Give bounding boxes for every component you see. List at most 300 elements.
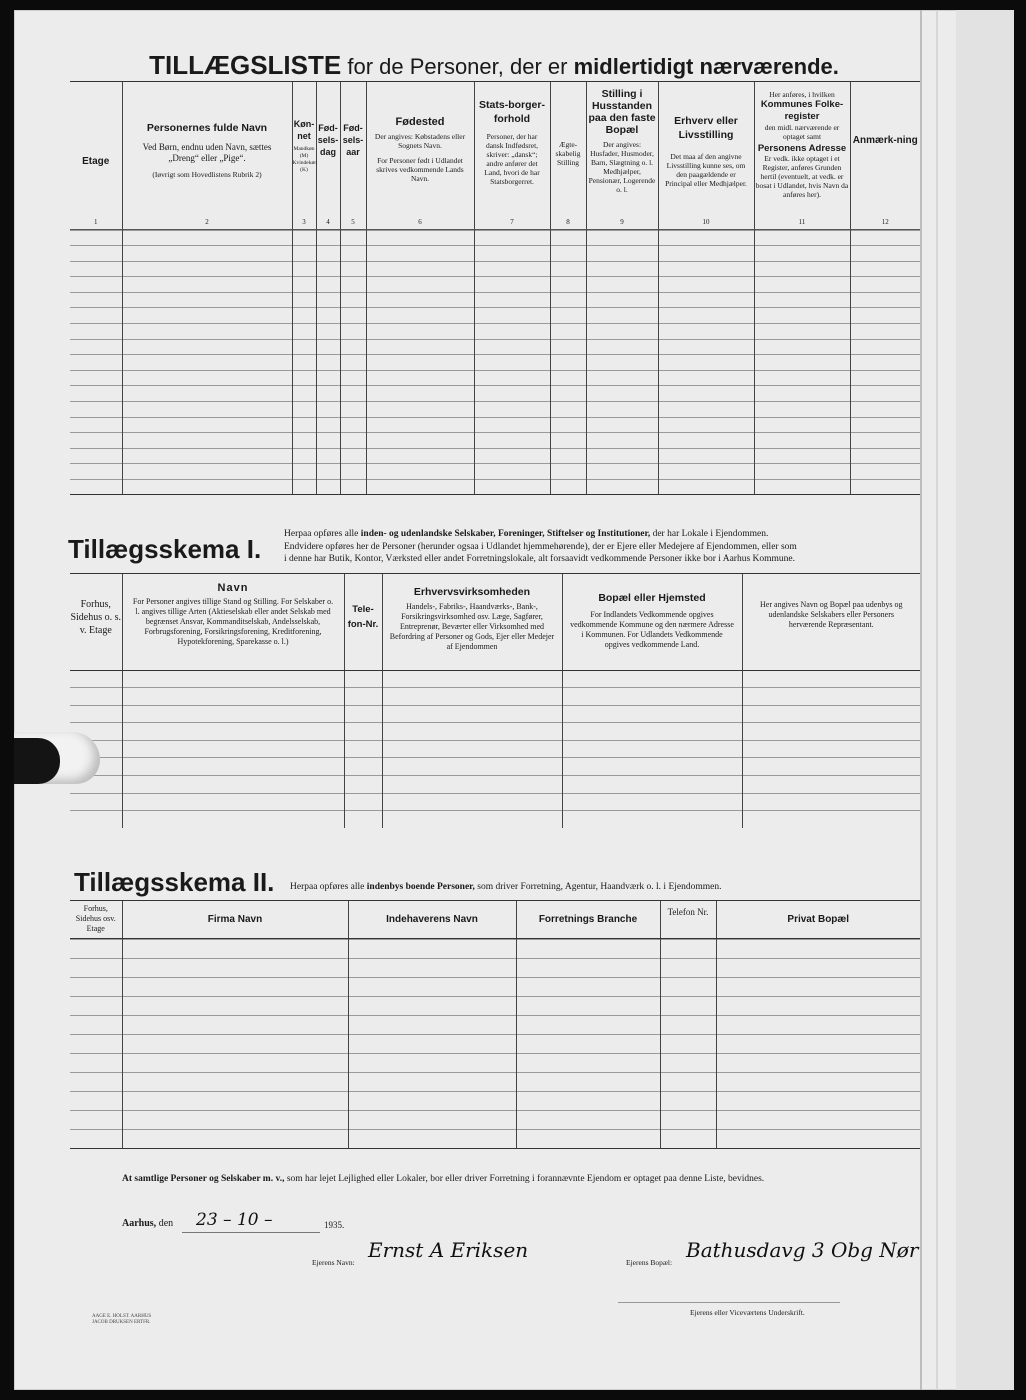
main-cell [586, 292, 658, 308]
skema1-row [70, 758, 920, 776]
main-cell [850, 355, 920, 371]
main-cell [850, 417, 920, 433]
skema1-cell [562, 793, 742, 811]
printer-mark: AAGE E. HOLST. AARHUS JACOB DRUKSEN ERTFR. [92, 1314, 152, 1325]
skema2-cell [660, 1072, 716, 1091]
skema2-row [70, 1053, 920, 1072]
skema1-cell [70, 811, 122, 828]
skema2-cell [122, 958, 348, 977]
main-cell [754, 448, 850, 464]
main-cell [340, 261, 366, 277]
main-row [70, 464, 920, 480]
main-cell [70, 386, 122, 402]
main-cell [340, 339, 366, 355]
main-cell [754, 386, 850, 402]
main-cell [474, 464, 550, 480]
main-cell [550, 386, 586, 402]
main-cell [550, 261, 586, 277]
main-cell [70, 324, 122, 340]
skema2-cell [660, 958, 716, 977]
main-cell [658, 417, 754, 433]
skema2-cell [516, 1034, 660, 1053]
main-cell [70, 433, 122, 449]
main-cell [70, 308, 122, 324]
main-cell [658, 433, 754, 449]
skema2-cell [716, 939, 920, 958]
signature-rule [618, 1302, 840, 1303]
main-cell [366, 261, 474, 277]
col-husstand: Stilling i Husstanden paa den faste Bopæl Der angives: Husfader, Husmoder, Barn, Slægtning o. l. Medhjælper, Pensionær, Logerende o. l. [586, 82, 658, 218]
main-cell [550, 355, 586, 371]
main-cell [340, 246, 366, 262]
main-row [70, 402, 920, 418]
main-cell [340, 370, 366, 386]
skema1-row [70, 723, 920, 741]
main-cell [122, 324, 292, 340]
main-cell [70, 230, 122, 246]
skema1-cell [562, 740, 742, 758]
skema1-row [70, 793, 920, 811]
col-statsborger: Stats-borger-forhold Personer, der har dansk Indfødsret, skriver: „dansk“; andre anfører det Land, hvori de har Statsborgerret. [474, 82, 550, 218]
census-form-page [14, 10, 1014, 1390]
s2-col-bopael: Privat Bopæl [716, 901, 920, 939]
skema2-cell [516, 1129, 660, 1148]
skema2-row [70, 1034, 920, 1053]
main-cell [586, 230, 658, 246]
main-cell [122, 230, 292, 246]
skema1-cell [742, 670, 920, 688]
col-erhverv: Erhverv eller Livsstilling Det maa af den angivne Livsstilling kunne ses, om den paagældende er Principal eller Medhjælper. [658, 82, 754, 218]
skema1-row [70, 740, 920, 758]
skema2-cell [122, 1034, 348, 1053]
skema2-cell [122, 1015, 348, 1034]
main-cell [586, 448, 658, 464]
skema2-body [70, 939, 920, 1148]
main-cell [586, 339, 658, 355]
main-cell [586, 433, 658, 449]
main-cell [754, 417, 850, 433]
main-cell [316, 324, 340, 340]
main-cell [850, 339, 920, 355]
skema1-cell [742, 811, 920, 828]
year: 1935. [324, 1220, 345, 1230]
main-cell [586, 402, 658, 418]
date-rule [182, 1232, 320, 1233]
main-cell [366, 417, 474, 433]
main-cell [474, 261, 550, 277]
main-table-bottom-rule [70, 494, 920, 495]
skema2-cell [516, 939, 660, 958]
main-cell [658, 402, 754, 418]
main-cell [340, 464, 366, 480]
main-cell [586, 308, 658, 324]
main-cell [316, 261, 340, 277]
skema2-cell [660, 996, 716, 1015]
main-cell [658, 355, 754, 371]
skema1-cell [742, 705, 920, 723]
skema1-table [70, 574, 920, 828]
skema1-row [70, 688, 920, 706]
skema2-header [70, 901, 920, 939]
main-cell [550, 370, 586, 386]
page-title: TILLÆGSLISTE for de Personer, der er midlertidigt nærværende. [149, 50, 839, 80]
skema2-cell [70, 958, 122, 977]
skema2-cell [348, 1053, 516, 1072]
skema2-cell [516, 1091, 660, 1110]
main-cell [850, 448, 920, 464]
skema1-cell [382, 723, 562, 741]
s2-col-indehaver: Indehaverens Navn [348, 901, 516, 939]
main-cell [366, 370, 474, 386]
skema1-cell [122, 723, 344, 741]
main-cell [474, 277, 550, 293]
main-row [70, 308, 920, 324]
skema2-cell [348, 958, 516, 977]
skema2-cell [122, 939, 348, 958]
skema2-row [70, 1015, 920, 1034]
main-cell [754, 292, 850, 308]
page-fold-shadow [936, 10, 938, 1390]
skema2-cell [716, 1091, 920, 1110]
main-cell [292, 246, 316, 262]
skema1-cell [382, 793, 562, 811]
owner-name-handwritten: Ernst A Eriksen [368, 1238, 529, 1262]
skema1-cell [70, 688, 122, 706]
main-cell [754, 433, 850, 449]
skema1-cell [742, 793, 920, 811]
skema2-cell [660, 1091, 716, 1110]
main-cell [316, 480, 340, 495]
skema2-cell [660, 939, 716, 958]
main-cell [550, 324, 586, 340]
main-cell [70, 261, 122, 277]
main-row [70, 386, 920, 402]
main-cell [850, 292, 920, 308]
main-cell [340, 386, 366, 402]
main-cell [550, 433, 586, 449]
skema2-cell [348, 1091, 516, 1110]
skema1-cell [122, 811, 344, 828]
s1-col-etage: Forhus, Sidehus o. s. v. Etage [70, 599, 122, 636]
main-cell [292, 230, 316, 246]
main-cell [316, 230, 340, 246]
skema1-cell [382, 688, 562, 706]
skema2-cell [516, 1015, 660, 1034]
main-cell [474, 308, 550, 324]
skema2-row [70, 958, 920, 977]
main-cell [292, 386, 316, 402]
main-row [70, 230, 920, 246]
colnum-10: 10 [658, 218, 754, 230]
skema2-cell [70, 1110, 122, 1129]
main-cell [850, 246, 920, 262]
skema1-row [70, 705, 920, 723]
main-cell [550, 308, 586, 324]
skema2-cell [122, 1129, 348, 1148]
main-cell [316, 402, 340, 418]
main-cell [122, 277, 292, 293]
main-cell [340, 230, 366, 246]
main-cell [550, 246, 586, 262]
skema2-header-rule [70, 938, 920, 939]
skema1-cell [344, 776, 382, 794]
main-cell [754, 324, 850, 340]
main-cell [340, 480, 366, 495]
date-line: Aarhus, den [122, 1218, 174, 1229]
main-cell [122, 355, 292, 371]
skema2-cell [122, 1091, 348, 1110]
skema1-cell [562, 776, 742, 794]
col-navn: Personernes fulde Navn Ved Børn, endnu uden Navn, sættes „Dreng“ eller „Pige“. (Iøvrigt som Hovedlistens Rubrik 2) [122, 82, 292, 218]
main-cell [316, 448, 340, 464]
main-cell [586, 464, 658, 480]
owner-address-handwritten: Bathusdavg 3 Obg Nør [686, 1238, 919, 1262]
skema1-cell [344, 723, 382, 741]
skema2-cell [516, 977, 660, 996]
skema1-cell [742, 688, 920, 706]
skema1-cell [742, 723, 920, 741]
main-cell [754, 230, 850, 246]
main-cell [474, 480, 550, 495]
skema2-cell [716, 996, 920, 1015]
main-cell [850, 308, 920, 324]
skema1-cell [562, 811, 742, 828]
skema1-cell [742, 740, 920, 758]
main-cell [366, 246, 474, 262]
colnum-6: 6 [366, 218, 474, 230]
main-cell [70, 402, 122, 418]
col-etage: Etage [82, 156, 110, 167]
skema2-cell [660, 1110, 716, 1129]
s2-col-telefon: Telefon Nr. [660, 901, 716, 939]
main-cell [550, 230, 586, 246]
main-cell [586, 277, 658, 293]
skema2-title: Tillægsskema II. [74, 867, 275, 897]
skema1-cell [382, 705, 562, 723]
skema1-cell [122, 793, 344, 811]
main-row [70, 480, 920, 495]
colnum-11: 11 [754, 218, 850, 230]
main-cell [850, 277, 920, 293]
skema2-cell [70, 939, 122, 958]
main-row [70, 355, 920, 371]
colnum-4: 4 [316, 218, 340, 230]
main-cell [850, 230, 920, 246]
main-cell [474, 292, 550, 308]
skema1-cell [344, 758, 382, 776]
main-cell [550, 339, 586, 355]
main-cell [366, 277, 474, 293]
main-cell [70, 246, 122, 262]
main-cell [850, 386, 920, 402]
skema2-cell [716, 1129, 920, 1148]
main-cell [340, 448, 366, 464]
skema2-cell [516, 1053, 660, 1072]
s1-col-telefon: Tele-fon-Nr. [344, 574, 382, 670]
skema1-row [70, 776, 920, 794]
main-cell [586, 417, 658, 433]
skema2-cell [70, 1015, 122, 1034]
s1-col-navn: Navn For Personer angives tillige Stand og Stilling. For Selskaber o. l. angives tillige Arten (Aktieselskab eller andet Selskab med begrænset Ansvar, Kommanditselskab, Andelsselskab, Forbrugsforening, Forsikringsforening, Kreditforening, Hypotekforening, Sparekasse o. l.) [122, 574, 344, 670]
main-cell [122, 402, 292, 418]
main-cell [658, 292, 754, 308]
main-row [70, 246, 920, 262]
main-cell [474, 339, 550, 355]
skema1-cell [562, 705, 742, 723]
skema2-cell [70, 977, 122, 996]
col-anmaerkning: Anmærk-ning [850, 82, 920, 218]
colnum-5: 5 [340, 218, 366, 230]
skema2-cell [70, 1072, 122, 1091]
s2-col-firma: Firma Navn [122, 901, 348, 939]
main-cell [292, 480, 316, 495]
main-cell [70, 370, 122, 386]
skema2-row [70, 977, 920, 996]
skema2-row [70, 1129, 920, 1148]
main-cell [586, 386, 658, 402]
main-cell [850, 402, 920, 418]
main-row [70, 277, 920, 293]
main-cell [316, 464, 340, 480]
col-aegteskab: Ægte-skabelig Stilling [550, 82, 586, 218]
skema2-cell [660, 977, 716, 996]
skema2-cell [716, 958, 920, 977]
skema2-cell [716, 1072, 920, 1091]
skema2-cell [348, 1015, 516, 1034]
thumb-shadow [14, 738, 60, 784]
main-cell [754, 480, 850, 495]
skema2-row [70, 939, 920, 958]
main-cell [70, 339, 122, 355]
main-cell [292, 355, 316, 371]
main-cell [658, 339, 754, 355]
main-cell [366, 308, 474, 324]
skema1-cell [562, 758, 742, 776]
main-row [70, 339, 920, 355]
colnum-2: 2 [122, 218, 292, 230]
main-cell [122, 339, 292, 355]
skema2-intro: Herpaa opføres alle indenbys boende Personer, som driver Forretning, Agentur, Haandværk o. l. i Ejendommen. [290, 882, 722, 892]
col-foedselsaar: Fød-sels-aar [340, 82, 366, 218]
col-foedested: Fødested Der angives: Købstadens eller Sognets Navn. For Personer født i Udlandet skrives vedkommende Lands Navn. [366, 82, 474, 218]
main-cell [754, 464, 850, 480]
main-table-header [70, 82, 920, 218]
skema2-cell [516, 1072, 660, 1091]
main-cell [474, 417, 550, 433]
skema2-row [70, 996, 920, 1015]
skema2-cell [348, 1034, 516, 1053]
main-cell [340, 417, 366, 433]
main-cell [366, 386, 474, 402]
skema2-cell [122, 1072, 348, 1091]
colnum-9: 9 [586, 218, 658, 230]
main-cell [122, 448, 292, 464]
main-cell [122, 480, 292, 495]
colnum-7: 7 [474, 218, 550, 230]
skema1-row [70, 670, 920, 688]
skema2-cell [660, 1034, 716, 1053]
main-cell [366, 448, 474, 464]
main-cell [474, 324, 550, 340]
col-koen: Køn-net Mandkøn (M) Kvindekøn (K) [292, 82, 316, 218]
main-cell [658, 230, 754, 246]
skema1-title: Tillægsskema I. [68, 534, 262, 564]
main-cell [122, 386, 292, 402]
main-cell [316, 339, 340, 355]
skema1-cell [344, 793, 382, 811]
main-cell [340, 402, 366, 418]
main-cell [658, 448, 754, 464]
main-cell [550, 292, 586, 308]
main-cell [658, 261, 754, 277]
main-cell [366, 464, 474, 480]
main-cell [658, 324, 754, 340]
skema1-cell [344, 670, 382, 688]
main-cell [550, 448, 586, 464]
main-cell [316, 370, 340, 386]
main-cell [316, 417, 340, 433]
main-cell [366, 292, 474, 308]
next-page-edge [956, 10, 1014, 1390]
main-cell [754, 339, 850, 355]
main-cell [316, 277, 340, 293]
main-cell [316, 386, 340, 402]
main-cell [658, 386, 754, 402]
skema1-cell [344, 740, 382, 758]
main-cell [366, 433, 474, 449]
main-row [70, 448, 920, 464]
main-cell [366, 230, 474, 246]
main-cell [550, 464, 586, 480]
skema2-cell [716, 1015, 920, 1034]
main-cell [292, 339, 316, 355]
main-cell [658, 308, 754, 324]
main-cell [122, 370, 292, 386]
main-cell [70, 448, 122, 464]
main-cell [850, 324, 920, 340]
skema1-cell [344, 705, 382, 723]
main-cell [70, 464, 122, 480]
skema2-cell [348, 996, 516, 1015]
skema1-cell [562, 723, 742, 741]
main-row [70, 324, 920, 340]
main-cell [658, 480, 754, 495]
main-cell [292, 448, 316, 464]
main-cell [122, 308, 292, 324]
main-cell [586, 246, 658, 262]
skema1-cell [70, 793, 122, 811]
skema2-row [70, 1072, 920, 1091]
skema1-intro: Herpaa opføres alle inden- og udenlandske Selskaber, Foreninger, Stiftelser og Institutioner, der har Lokale i Ejendommen. Endvidere opføres her de Personer (herunder ogsaa i Udlandet hjemmehørende), der er Ejere eller Medejere af Ejendommen, eller som i denne har Butik, Kontor, Værksted eller andet Forretningslokale, alt forsaavidt vedkommende Personer ikke bor i Aarhus Kommune. [284, 529, 797, 564]
main-cell [586, 480, 658, 495]
skema2-cell [70, 1091, 122, 1110]
skema2-cell [122, 977, 348, 996]
main-cell [658, 246, 754, 262]
main-cell [586, 370, 658, 386]
attestation-statement: At samtlige Personer og Selskaber m. v., som har lejet Lejlighed eller Lokaler, bor eller driver Forretning i forannævnte Ejendom er optaget paa denne Liste, bevidnes. [122, 1174, 765, 1184]
main-cell [70, 480, 122, 495]
main-cell [366, 324, 474, 340]
main-cell [316, 246, 340, 262]
skema2-cell [516, 958, 660, 977]
main-cell [754, 370, 850, 386]
main-cell [474, 230, 550, 246]
skema1-cell [344, 688, 382, 706]
date-handwritten: 23 – 10 – [196, 1210, 273, 1230]
main-cell [340, 324, 366, 340]
main-row [70, 292, 920, 308]
skema2-cell [516, 1110, 660, 1129]
